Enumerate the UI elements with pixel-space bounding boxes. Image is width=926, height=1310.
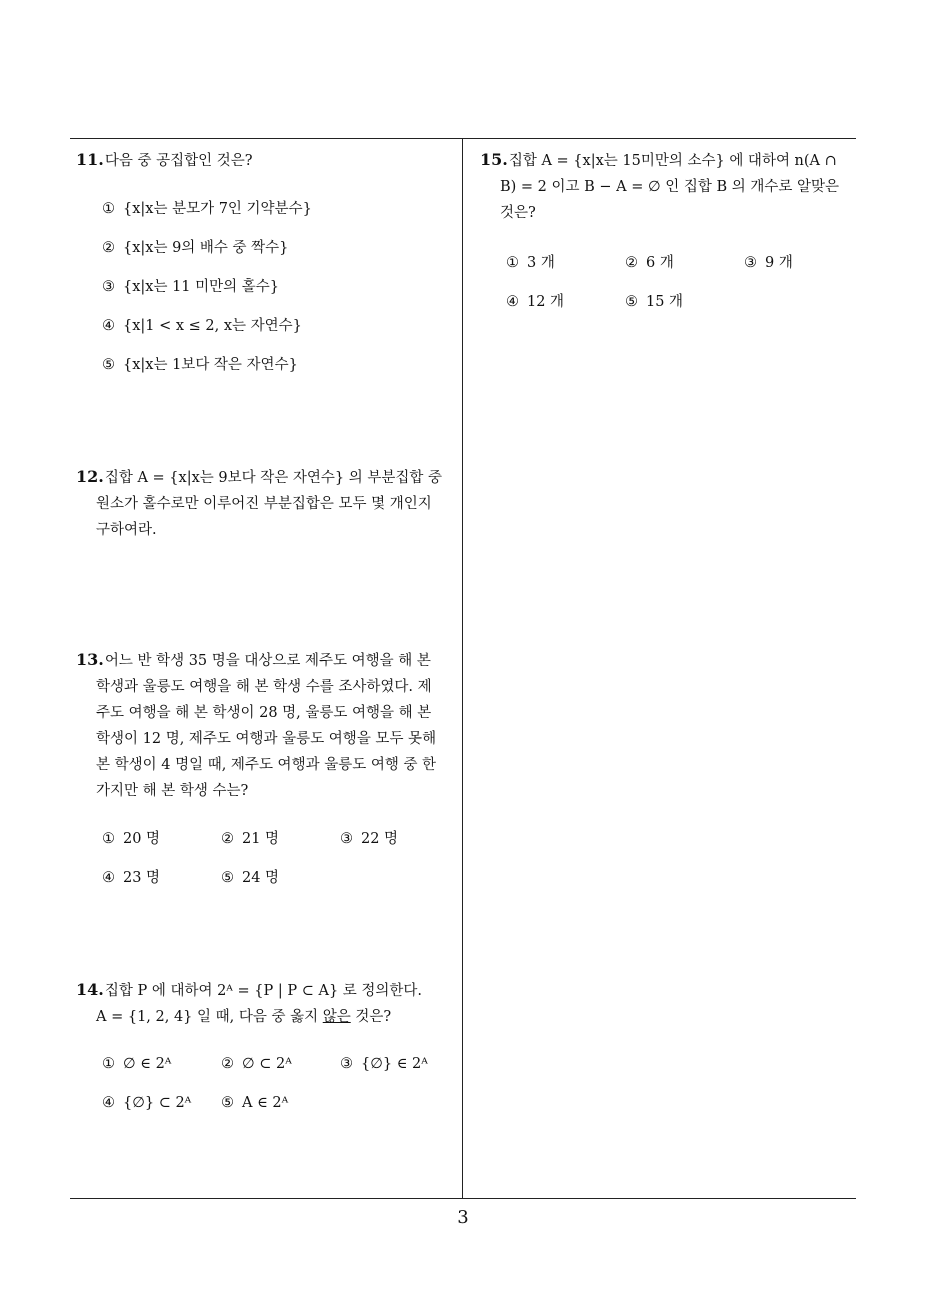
column-divider — [462, 139, 463, 1199]
question-stem-line: A = {1, 2, 4} 일 때, 다음 중 옳지 않은 것은? — [96, 1009, 392, 1025]
question-number: 12. — [76, 467, 104, 486]
question-12 — [76, 464, 460, 543]
q13-option-1[interactable]: ① 20 명 — [102, 831, 161, 847]
question-14 — [76, 977, 460, 1030]
q14-option-2[interactable]: ② ∅ ⊂ 2ᴬ — [221, 1056, 292, 1072]
q11-option-2[interactable]: ② {x|x는 9의 배수 중 짝수} — [102, 240, 289, 256]
q14-option-3[interactable]: ③ {∅} ∈ 2ᴬ — [340, 1056, 428, 1072]
question-stem-line: B) = 2 이고 B − A = ∅ 인 집합 B 의 개수로 알맞은 — [500, 179, 840, 195]
question-number: 15. — [480, 150, 508, 169]
q15-options — [506, 251, 863, 329]
q14-option-5[interactable]: ⑤ A ∈ 2ᴬ — [221, 1095, 289, 1111]
q14-option-4[interactable]: ④ {∅} ⊂ 2ᴬ — [102, 1095, 192, 1111]
question-stem-line: 학생이 12 명, 제주도 여행과 울릉도 여행을 모두 못해 — [96, 731, 437, 747]
question-stem-line: 본 학생이 4 명일 때, 제주도 여행과 울릉도 여행 중 한 — [96, 757, 437, 773]
question-13 — [76, 647, 460, 804]
q11-option-3[interactable]: ③ {x|x는 11 미만의 홀수} — [102, 279, 280, 295]
q15-option-1[interactable]: ① 3 개 — [506, 255, 555, 271]
q15-option-5[interactable]: ⑤ 15 개 — [625, 294, 684, 310]
question-stem-line: 주도 여행을 해 본 학생이 28 명, 울릉도 여행을 해 본 — [96, 705, 432, 721]
q15-option-2[interactable]: ② 6 개 — [625, 255, 674, 271]
q11-option-5[interactable]: ⑤ {x|x는 1보다 작은 자연수} — [102, 357, 298, 373]
q11-options — [102, 199, 312, 394]
question-number: 13. — [76, 650, 104, 669]
q13-option-3[interactable]: ③ 22 명 — [340, 831, 399, 847]
bottom-rule — [70, 1198, 856, 1199]
q11-option-1[interactable]: ① {x|x는 분모가 7인 기약분수} — [102, 201, 312, 217]
question-stem-line: 집합 P 에 대하여 2ᴬ = {P | P ⊂ A} 로 정의한다. — [104, 983, 423, 999]
q11-option-4[interactable]: ④ {x|1 < x ≤ 2, x는 자연수} — [102, 318, 302, 334]
question-15 — [480, 147, 864, 226]
q13-option-4[interactable]: ④ 23 명 — [102, 870, 161, 886]
question-stem-line: 학생과 울릉도 여행을 해 본 학생 수를 조사하였다. 제 — [96, 679, 432, 695]
q15-option-3[interactable]: ③ 9 개 — [744, 255, 793, 271]
q14-options — [102, 1056, 459, 1134]
q13-option-2[interactable]: ② 21 명 — [221, 831, 280, 847]
question-stem-line: 가지만 해 본 학생 수는? — [96, 783, 249, 799]
underlined-word: 않은 — [322, 1009, 351, 1025]
question-stem-line: 집합 A = {x|x는 9보다 작은 자연수} 의 부분집합 중 — [104, 470, 442, 486]
question-stem-line: 집합 A = {x|x는 15미만의 소수} 에 대하여 n(A ∩ — [508, 153, 837, 169]
question-number: 14. — [76, 980, 104, 999]
q13-option-5[interactable]: ⑤ 24 명 — [221, 870, 280, 886]
q15-option-4[interactable]: ④ 12 개 — [506, 294, 565, 310]
question-stem-line: 구하여라. — [96, 522, 157, 538]
question-stem: 다음 중 공집합인 것은? — [104, 153, 253, 169]
question-stem-line: 원소가 홀수로만 이루어진 부분집합은 모두 몇 개인지 — [96, 496, 432, 512]
q14-option-1[interactable]: ① ∅ ∈ 2ᴬ — [102, 1056, 172, 1072]
question-stem-line: 어느 반 학생 35 명을 대상으로 제주도 여행을 해 본 — [104, 653, 431, 669]
page-number: 3 — [457, 1207, 469, 1228]
question-number: 11. — [76, 150, 104, 169]
q13-options — [102, 827, 459, 905]
question-stem-line: 것은? — [500, 205, 536, 221]
question-11 — [76, 147, 456, 174]
top-rule — [70, 138, 856, 139]
